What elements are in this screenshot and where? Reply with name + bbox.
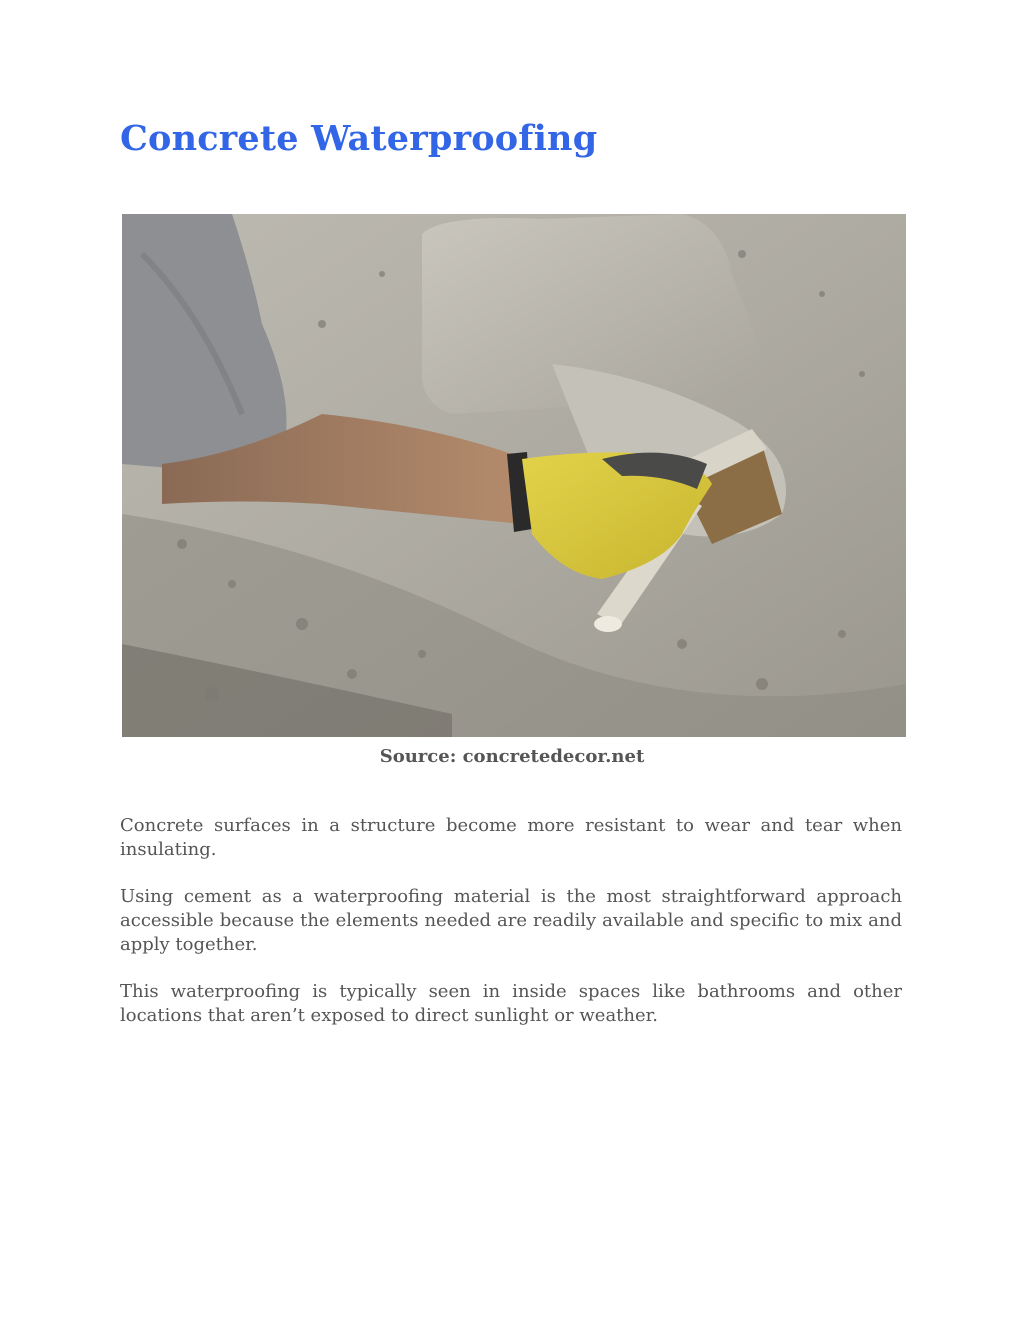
concrete-brush-photo (122, 214, 906, 737)
paragraph: Concrete surfaces in a structure become more resistant to wear and tear when insulating. (120, 815, 902, 860)
page-title: Concrete Waterproofing (120, 118, 598, 159)
article-body (120, 814, 902, 1051)
paragraph: Using cement as a waterproofing material is the most straightforward approach accessible because the elements needed are readily available and specific to mix and apply together. (120, 886, 902, 955)
image-caption: Source: concretedecor.net (379, 746, 645, 767)
paragraph: This waterproofing is typically seen in inside spaces like bathrooms and other locations that aren’t exposed to direct sunlight or weather. (120, 981, 902, 1026)
photo-illustration (122, 214, 906, 737)
